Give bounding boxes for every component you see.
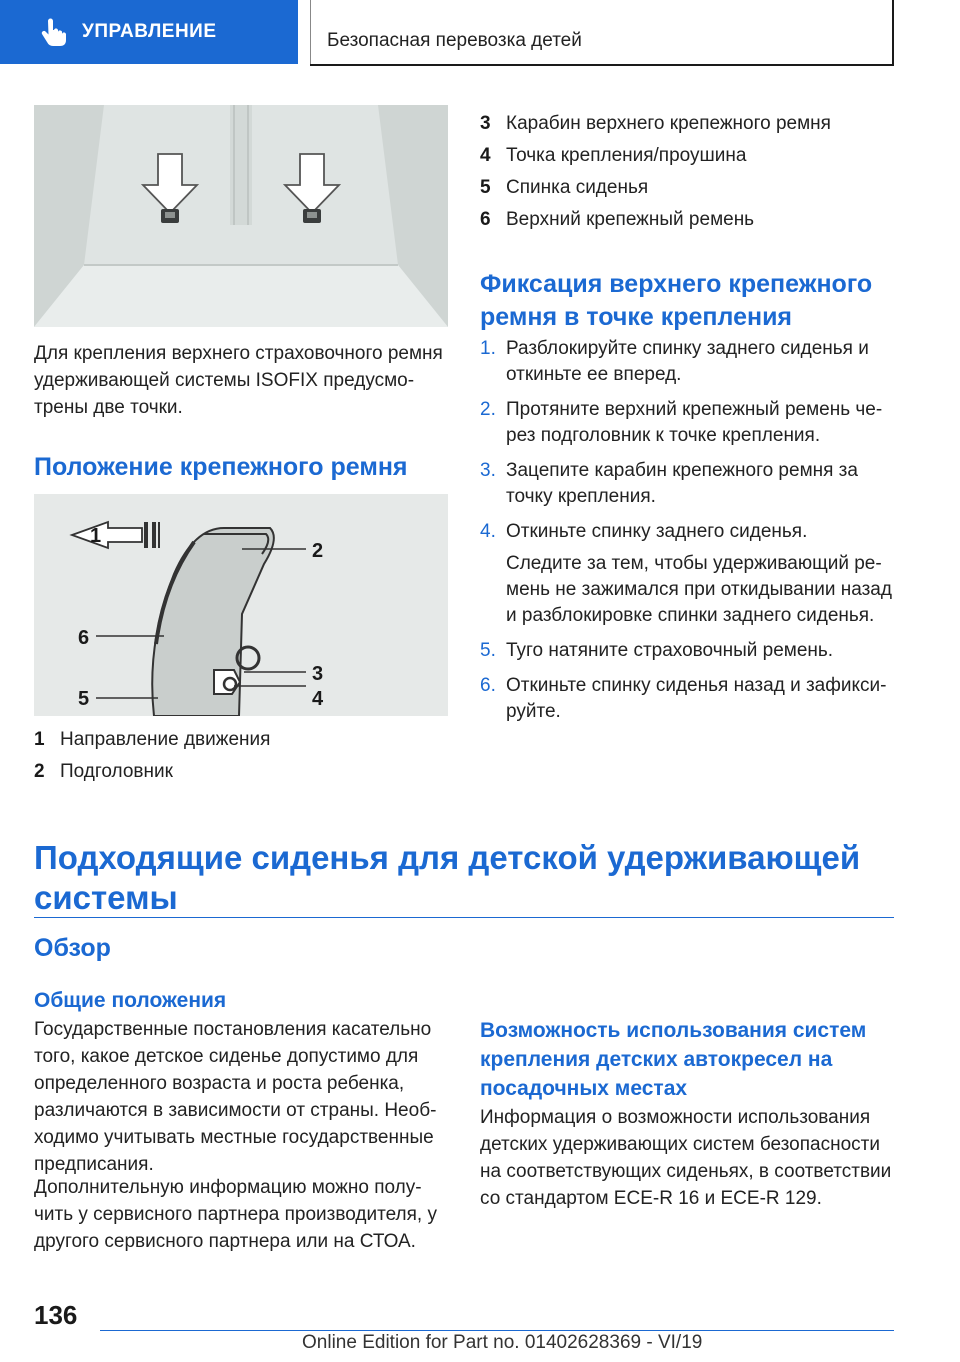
legend-right — [480, 108, 894, 236]
legend-item — [480, 204, 894, 236]
legend-text: Спинка сиденья — [506, 177, 649, 198]
legend-number: 2 — [34, 761, 45, 782]
heading-usage: Возможность использования систем крепления детских автокресел на посадочных местах — [480, 1019, 867, 1100]
usage-paragraph: Информация о возможности использования детских удерживающих систем безопасности на соответствующих сиденьях, в соответствии со стандартом ECE-R 16 и ECE-R 129. — [480, 1107, 892, 1209]
strap-position-diagram — [34, 494, 448, 716]
legend-number: 6 — [480, 209, 491, 230]
step-item — [480, 336, 896, 388]
steps-list — [480, 336, 896, 734]
section-label: УПРАВЛЕНИЕ — [82, 21, 217, 42]
heading-general: Общие положения — [34, 989, 227, 1012]
step-item — [480, 638, 896, 664]
step-note-item — [480, 551, 896, 629]
legend-item — [34, 756, 448, 788]
step-text: Откиньте спинку сиденья назад и зафиксируйте. — [506, 675, 887, 722]
legend-number: 5 — [480, 177, 491, 198]
step-text: Туго натяните страховочный ремень. — [506, 640, 834, 661]
step-text: Разблокируйте спинку заднего сиденья и откиньте ее вперед. — [506, 338, 869, 385]
page-number: 136 — [34, 1300, 78, 1330]
step-item — [480, 519, 896, 545]
legend-item — [34, 724, 448, 756]
diagram-label-6: 6 — [78, 627, 90, 649]
step-number: 3. — [480, 460, 496, 481]
header-divider — [310, 64, 894, 66]
step-text: Зацепите карабин крепежного ремня за точку крепления. — [506, 460, 858, 507]
legend-text: Карабин верхнего крепежного ремня — [506, 113, 831, 134]
general-paragraph-2: Дополнительную информацию можно получить у сервисного партнера производителя, у другого сервисного партнера или на СТОА. — [34, 1177, 437, 1252]
step-number: 2. — [480, 399, 496, 420]
diagram-label-1: 1 — [90, 525, 102, 547]
legend-number: 3 — [480, 113, 491, 134]
legend-text: Направление движения — [60, 729, 271, 750]
legend-item — [480, 172, 894, 204]
diagram-label-2: 2 — [312, 540, 324, 562]
diagram-label-5: 5 — [78, 688, 90, 710]
general-paragraph-1: Государственные постановления касательно того, какое детское сиденье допустимо для определенного возраста и роста ребенка, различаются в зависимости от страны. Необходимо учитывать местные государственные предписания. — [34, 1019, 437, 1175]
step-number: 1. — [480, 338, 496, 359]
intro-text: Для крепления верхнего страховочного ремня удерживающей системы ISOFIX предусмотрены две точки. — [34, 343, 443, 418]
legend-number: 1 — [34, 729, 45, 750]
chapter-header — [310, 0, 894, 64]
legend-item — [480, 140, 894, 172]
step-text: Откиньте спинку заднего сиденья. — [506, 521, 808, 542]
section-title: Подходящие сиденья для детской удерживающей системы — [34, 839, 861, 916]
step-number: 6. — [480, 675, 496, 696]
step-item — [480, 673, 896, 725]
legend-text: Верхний крепежный ремень — [506, 209, 755, 230]
step-text: Протяните верхний крепежный ремень через подголовник к точке крепления. — [506, 399, 883, 446]
legend-text: Подголовник — [60, 761, 173, 782]
legend-number: 4 — [480, 145, 491, 166]
legend-left — [34, 724, 448, 788]
legend-text: Точка крепления/проушина — [506, 145, 747, 166]
section-divider — [34, 917, 894, 918]
anchor-points-photo — [34, 105, 448, 327]
diagram-label-4: 4 — [312, 688, 324, 710]
legend-item — [480, 108, 894, 140]
step-number: 4. — [480, 521, 496, 542]
footer-divider — [100, 1330, 894, 1331]
heading-fixation: Фиксация верхнего крепежного ремня в точке крепления — [480, 270, 873, 331]
step-note: Следите за тем, чтобы удерживающий ремень не зажимался при откидывании назад и разблокировке спинки заднего сиденья. — [506, 553, 892, 626]
heading-overview: Обзор — [34, 934, 111, 962]
section-tab[interactable] — [0, 0, 298, 64]
hand-pointer-icon — [38, 17, 68, 47]
footer-edition: Online Edition for Part no. 01402628369 - VI/19 — [302, 1332, 703, 1353]
heading-position: Положение крепежного ремня — [34, 453, 408, 481]
step-item — [480, 458, 896, 510]
diagram-label-3: 3 — [312, 663, 324, 685]
chapter-title: Безопасная перевозка детей — [327, 30, 582, 51]
step-item — [480, 397, 896, 449]
step-number: 5. — [480, 640, 496, 661]
